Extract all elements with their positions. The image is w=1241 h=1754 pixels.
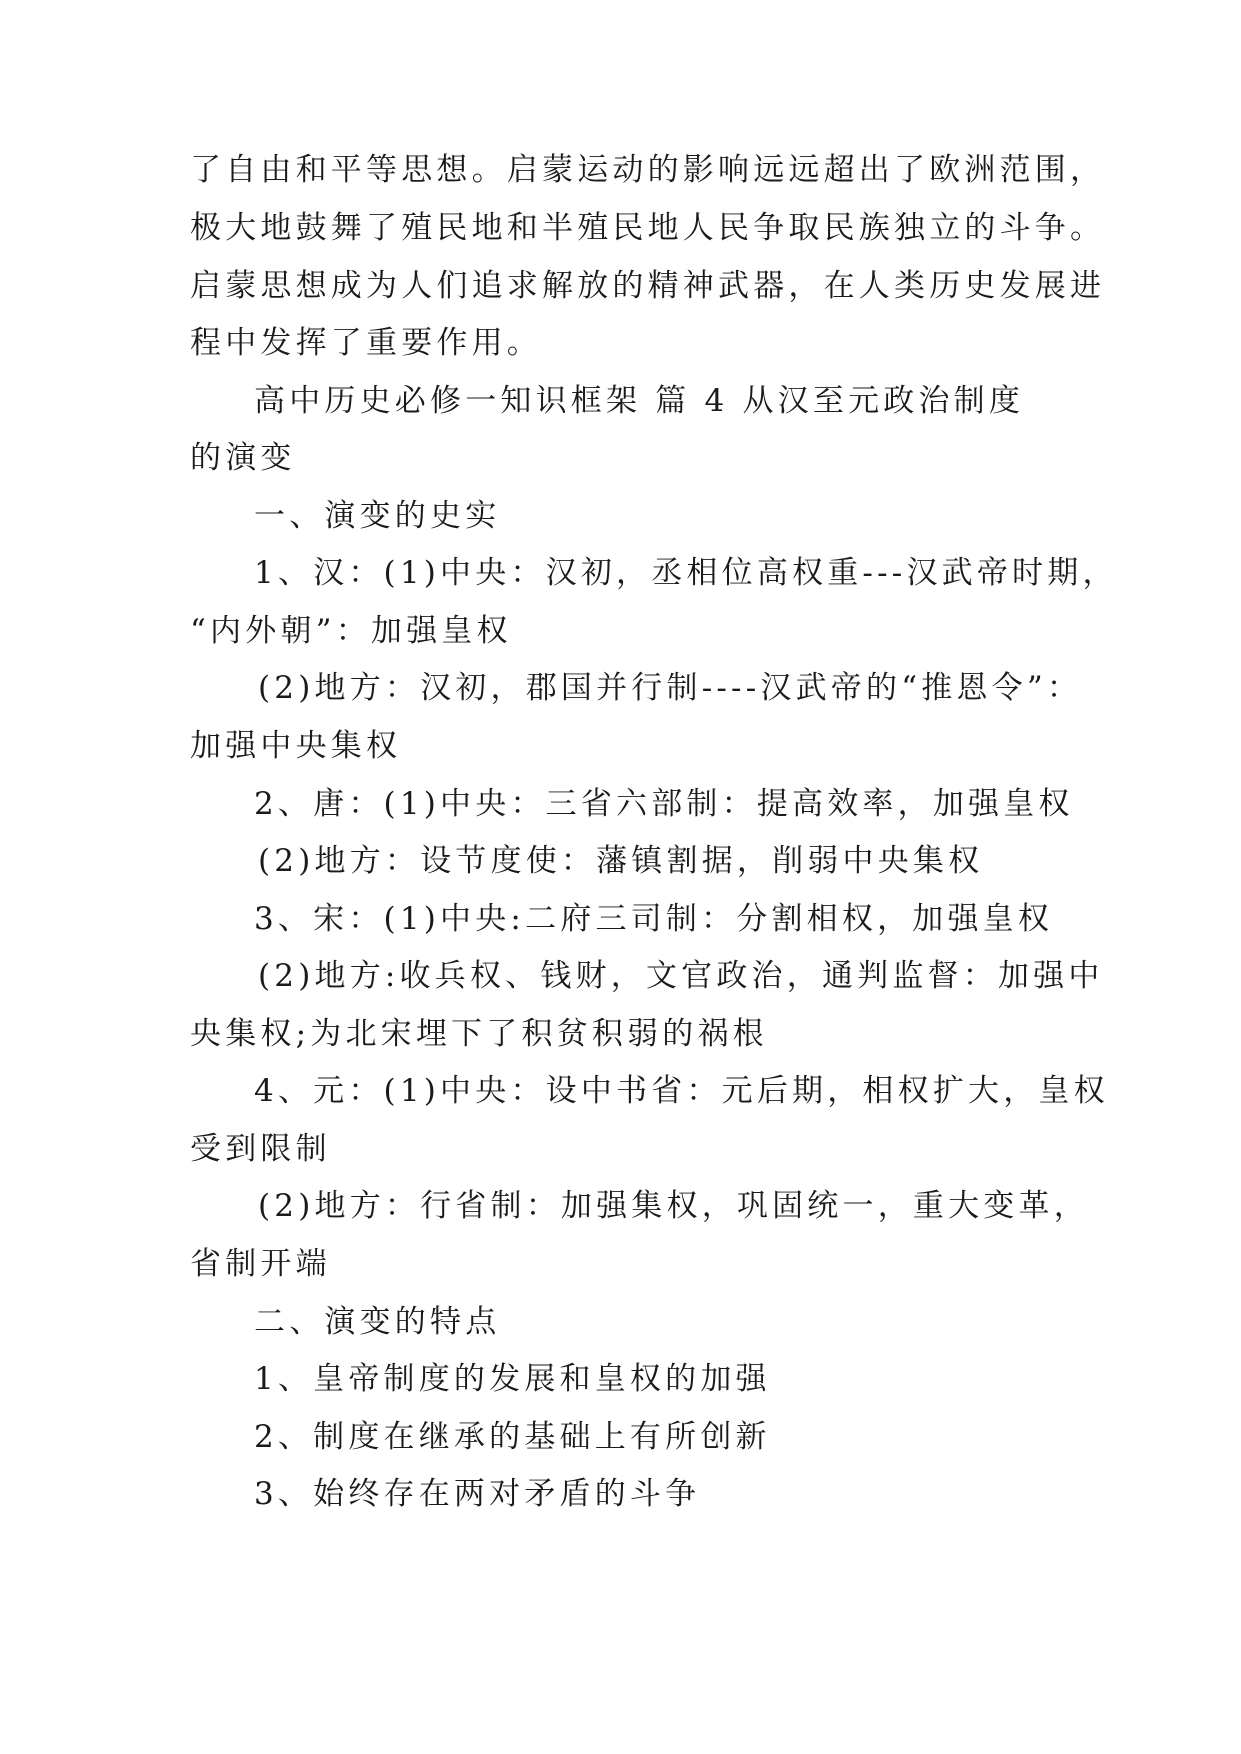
subsection-heading: 二、演变的特点 [254, 1304, 501, 1340]
list-item: (2)地方:收兵权、钱财，文官政治，通判监督：加强中 [258, 958, 1104, 994]
section-heading-continued: 的演变 [190, 440, 296, 476]
subsection-heading: 一、演变的史实 [254, 498, 501, 534]
body-text-line: 启蒙思想成为人们追求解放的精神武器，在人类历史发展进 [190, 268, 1106, 304]
body-text-line: 极大地鼓舞了殖民地和半殖民地人民争取民族独立的斗争。 [190, 210, 1106, 246]
section-heading: 高中历史必修一知识框架 篇 4 从汉至元政治制度 [254, 383, 1025, 419]
list-item: (2)地方：设节度使：藩镇割据，削弱中央集权 [258, 843, 984, 879]
list-item-continued: “内外朝”：加强皇权 [190, 613, 512, 649]
list-item-continued: 加强中央集权 [190, 728, 402, 764]
list-item: (2)地方：汉初，郡国并行制----汉武帝的“推恩令”： [258, 670, 1083, 706]
list-item-continued: 省制开端 [190, 1246, 331, 1282]
list-item: 2、唐：(1)中央：三省六部制：提高效率，加强皇权 [254, 786, 1074, 822]
list-item-continued: 央集权;为北宋埋下了积贫积弱的祸根 [190, 1016, 768, 1052]
list-item: (2)地方：行省制：加强集权，巩固统一，重大变革， [258, 1188, 1089, 1224]
body-text-line: 程中发挥了重要作用。 [190, 325, 542, 361]
list-item: 3、始终存在两对矛盾的斗争 [254, 1476, 701, 1512]
list-item: 1、皇帝制度的发展和皇权的加强 [254, 1361, 771, 1397]
list-item-continued: 受到限制 [190, 1131, 331, 1167]
body-text-line: 了自由和平等思想。启蒙运动的影响远远超出了欧洲范围， [190, 152, 1106, 188]
list-item: 3、宋：(1)中央:二府三司制：分割相权，加强皇权 [254, 901, 1054, 937]
list-item: 1、汉：(1)中央：汉初，丞相位高权重---汉武帝时期， [254, 555, 1118, 591]
list-item: 2、制度在继承的基础上有所创新 [254, 1419, 771, 1455]
list-item: 4、元：(1)中央：设中书省：元后期，相权扩大，皇权 [254, 1073, 1109, 1109]
